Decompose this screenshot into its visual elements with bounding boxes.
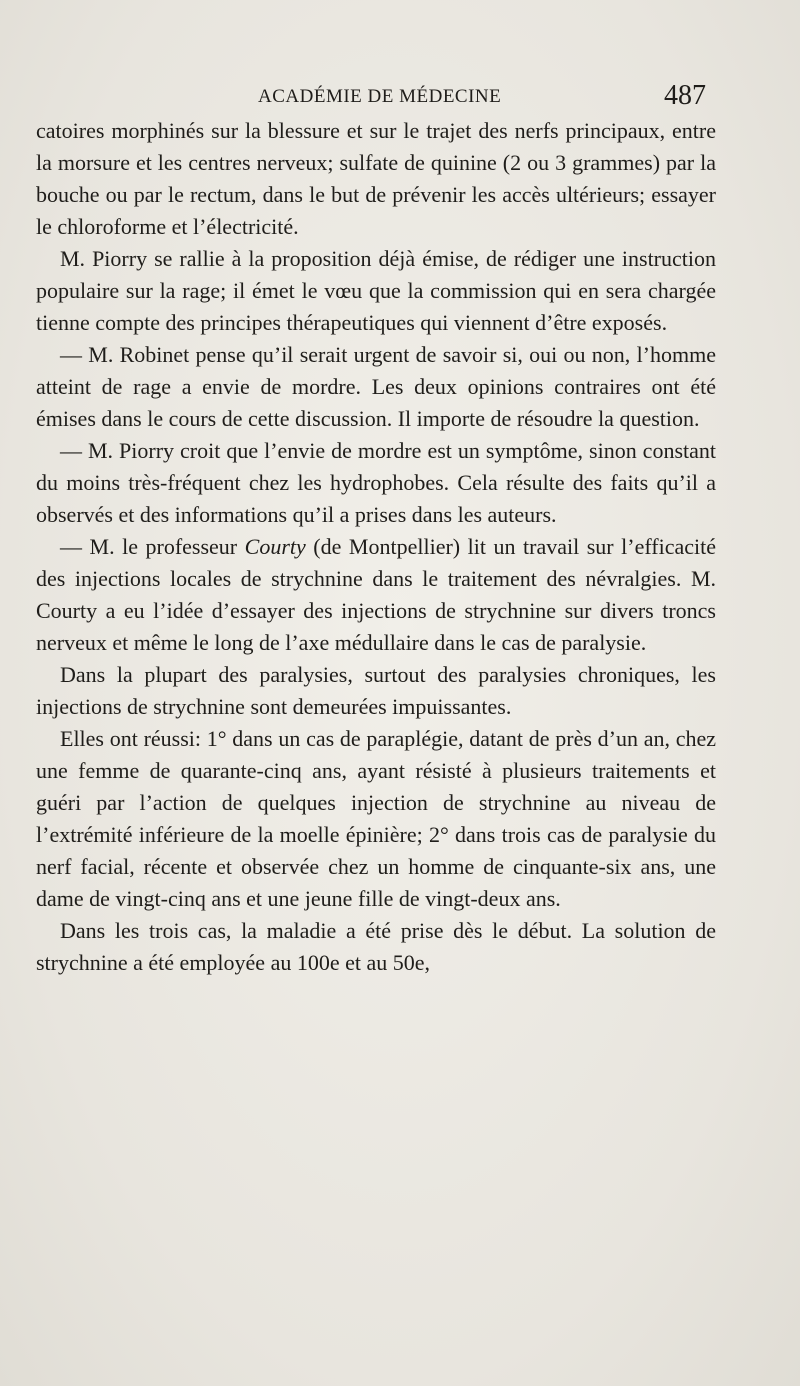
paragraph-7: Elles ont réussi: 1° dans un cas de paraplégie, datant de près d’un an, chez une femme de quarante-cinq ans, ayant résisté à plusieurs traitements et guéri par l’action de quelques injection de strychnine au niveau de l’extrémité inférieure de la moelle épinière; 2° dans trois cas de paralysie du nerf facial, récente et observée chez un homme de cinquante-six ans, une dame de vingt-cinq ans et une jeune fille de vingt-deux ans. (36, 726, 716, 911)
page-header (40, 80, 710, 116)
page-number: 487 (664, 80, 706, 111)
running-head: ACADÉMIE DE MÉDECINE (258, 86, 502, 107)
paragraph-5-before: — M. le professeur (60, 534, 245, 559)
paragraph-5-after: (de Montpellier) lit un travail sur l’efficacité des injections locales de strychnine dans le traitement des névralgies. M. Courty a eu l’idée d’essayer des injections de strychnine sur divers troncs nerveux et même le long de l’axe médullaire dans le cas de paralysie. (36, 534, 716, 655)
author-name-italic: Courty (244, 534, 306, 559)
paragraph-2: M. Piorry se rallie à la proposition déjà émise, de rédiger une instruction populaire sur la rage; il émet le vœu que la commission qui en sera chargée tienne compte des principes thérapeutiques qui viennent d’être exposés. (36, 246, 716, 335)
paragraph-6: Dans la plupart des paralysies, surtout des paralysies chroniques, les injections de strychnine sont demeurées impuissantes. (36, 662, 716, 719)
paragraph-8: Dans les trois cas, la maladie a été prise dès le début. La solution de strychnine a été employée au 100e et au 50e, (36, 918, 716, 975)
body-text (36, 115, 716, 979)
paragraph-3: — M. Robinet pense qu’il serait urgent de savoir si, oui ou non, l’homme atteint de rage a envie de mordre. Les deux opinions contraires ont été émises dans le cours de cette discussion. Il importe de résoudre la question. (36, 342, 716, 431)
paragraph-4: — M. Piorry croit que l’envie de mordre est un symptôme, sinon constant du moins très-fréquent chez les hydrophobes. Cela résulte des faits qu’il a observés et des informations qu’il a prises dans les auteurs. (36, 438, 716, 527)
paragraph-5 (36, 531, 716, 659)
paragraph-1: catoires morphinés sur la blessure et sur le trajet des nerfs principaux, entre la morsure et les centres nerveux; sulfate de quinine (2 ou 3 grammes) par la bouche ou par le rectum, dans le but de prévenir les accès ultérieurs; essayer le chloroforme et l’électricité. (36, 118, 716, 239)
